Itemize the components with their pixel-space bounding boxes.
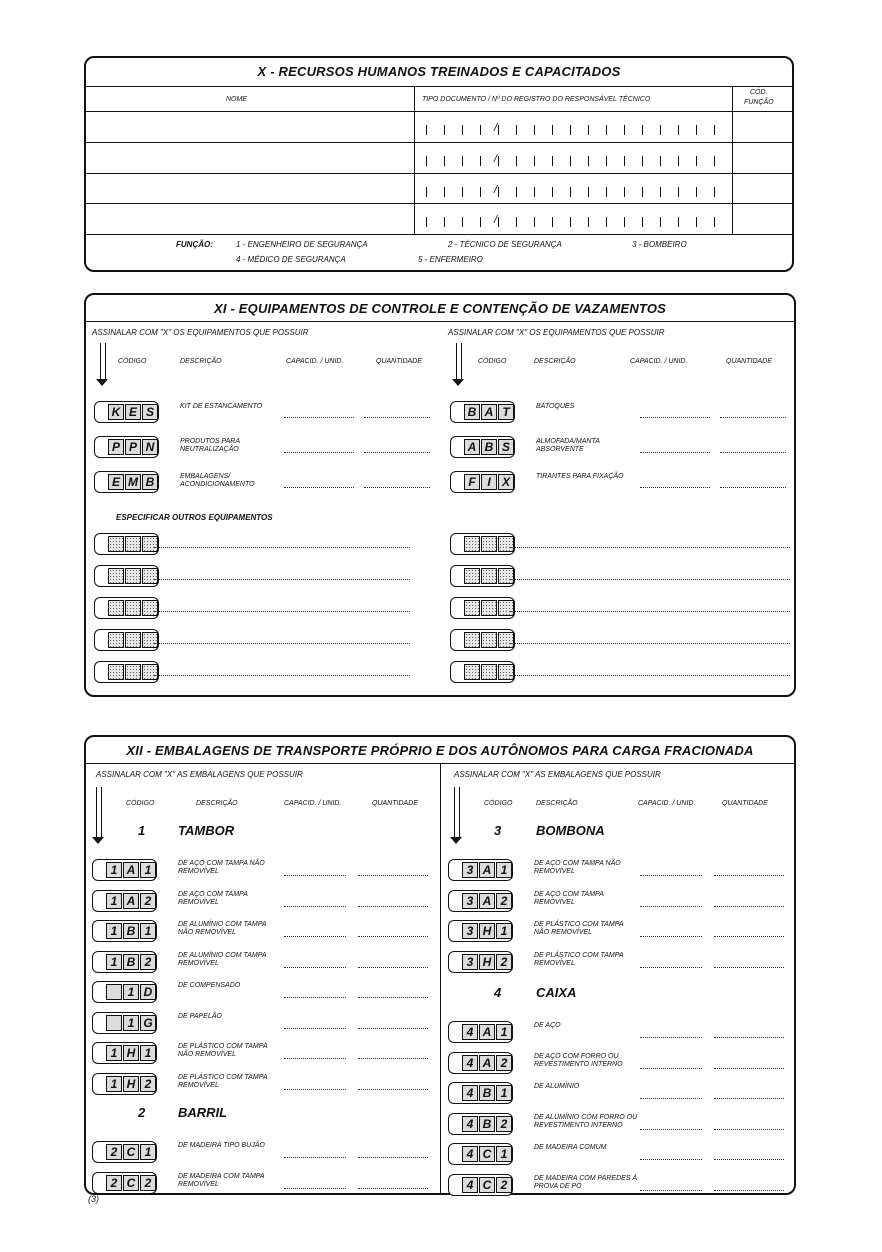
capacidade-field[interactable] [640,1068,702,1069]
code-cell: B [479,1116,495,1132]
code-cell [142,600,158,616]
code-checkbox[interactable] [450,629,515,651]
code-checkbox[interactable] [450,661,515,683]
code-cell: 1 [496,862,512,878]
code-checkbox[interactable] [92,951,157,973]
code-cell: 3 [462,893,478,909]
code-cell: 2 [140,954,156,970]
xii-instr-right: ASSINALAR COM "X" AS EMBALAGENS QUE POSSUIR [454,770,661,779]
code-cell: 1 [123,984,139,1000]
funcao-1: 1 - ENGENHEIRO DE SEGURANÇA [236,240,368,249]
code-cell: A [479,862,495,878]
capacidade-field[interactable] [640,487,710,488]
code-cell [464,536,480,552]
code-cell [498,632,514,648]
capacidade-field[interactable] [284,487,354,488]
code-cell: 2 [106,1144,122,1160]
code-cell: 2 [140,1076,156,1092]
code-cell [464,632,480,648]
xii-h-qtd-right: QUANTIDADE [722,800,768,807]
quantidade-field[interactable] [358,1028,428,1029]
documento-field[interactable]: / [422,185,727,199]
quantidade-field[interactable] [714,1098,784,1099]
capacidade-field[interactable] [284,997,346,998]
code-cell: P [108,439,124,455]
embalagem-desc: DE AÇO COM FORRO OU REVESTIMENTO INTERNO [534,1052,623,1068]
section-embalagens [84,735,796,1195]
documento-field[interactable]: / [422,215,727,229]
code-cell: D [140,984,156,1000]
code-cell [464,664,480,680]
code-checkbox[interactable] [94,565,159,587]
nome-field[interactable] [90,176,410,201]
xii-h-codigo-right: CÓDIGO [484,800,513,807]
code-cell: 4 [462,1146,478,1162]
code-cell [464,600,480,616]
code-cell [125,632,141,648]
xi-h-capac-left: CAPACID. / UNID. [286,358,344,365]
outro-equip-field[interactable] [154,611,410,612]
code-cell: B [142,474,158,490]
code-cell: A [479,893,495,909]
capacidade-field[interactable] [284,906,346,907]
code-cell: P [125,439,141,455]
code-cell: 1 [496,1085,512,1101]
documento-field[interactable]: / [422,154,727,168]
code-checkbox[interactable] [450,401,515,423]
code-cell [498,536,514,552]
xi-instr-right: ASSINALAR COM "X" OS EQUIPAMENTOS QUE POSSUIR [448,328,665,337]
col-nome-header: NOME [226,96,247,103]
code-cell [464,568,480,584]
capacidade-field[interactable] [640,967,702,968]
capacidade-field[interactable] [640,1037,702,1038]
group-name: BARRIL [178,1105,228,1120]
code-cell: B [481,439,497,455]
code-checkbox[interactable] [92,859,157,881]
capacidade-field[interactable] [284,1157,346,1158]
code-cell [125,536,141,552]
xi-h-qtd-left: QUANTIDADE [376,358,422,365]
code-cell: 1 [496,1024,512,1040]
code-cell [498,600,514,616]
code-cell: 2 [106,1175,122,1191]
code-cell: 1 [140,862,156,878]
code-cell [481,632,497,648]
group-number: 1 [138,823,146,838]
section-x-title: X - RECURSOS HUMANOS TREINADOS E CAPACITADOS [257,64,621,79]
code-cell: 1 [140,1144,156,1160]
code-cell: I [481,474,497,490]
code-cell: 1 [106,893,122,909]
code-cell [481,568,497,584]
embalagem-desc: DE ALUMÍNIO COM TAMPA NÃO REMOVÍVEL [178,921,267,936]
quantidade-field[interactable] [714,936,784,937]
code-checkbox[interactable] [448,890,513,912]
cod-funcao-field[interactable] [736,176,786,201]
xi-h-descricao-left: DESCRIÇÃO [180,358,222,365]
col-doc-header: TIPO DOCUMENTO / Nº DO REGISTRO DO RESPONSÁVEL TÉCNICO [422,96,651,103]
code-cell [108,600,124,616]
quantidade-field[interactable] [714,906,784,907]
code-cell: 4 [462,1116,478,1132]
capacidade-field[interactable] [284,1188,346,1189]
code-cell [498,568,514,584]
code-cell [498,664,514,680]
embalagem-desc: DE ALUMÍNIO COM FORRO OU REVESTIMENTO INTERNO [534,1113,638,1129]
code-checkbox[interactable] [450,597,515,619]
code-cell [142,664,158,680]
group-number: 2 [138,1105,146,1120]
code-cell: 1 [106,1045,122,1061]
code-cell: H [123,1076,139,1092]
quantidade-field[interactable] [714,967,784,968]
embalagem-desc: DE MADEIRA COM PAREDES À PROVA DE PÓ [534,1174,638,1190]
code-checkbox[interactable] [450,565,515,587]
outro-equip-field[interactable] [510,579,790,580]
nome-field[interactable] [90,145,410,170]
quantidade-field[interactable] [358,1157,428,1158]
code-cell: 3 [462,862,478,878]
quantidade-field[interactable] [358,1058,428,1059]
capacidade-field[interactable] [640,1190,702,1191]
funcao-3: 3 - BOMBEIRO [632,240,687,249]
code-checkbox[interactable] [448,859,513,881]
xii-h-qtd-left: QUANTIDADE [372,800,418,807]
code-cell [125,568,141,584]
code-cell [142,536,158,552]
code-cell: 1 [140,1045,156,1061]
outro-equip-field[interactable] [154,579,410,580]
code-checkbox[interactable] [92,981,157,1003]
code-checkbox[interactable] [448,920,513,942]
capacidade-field[interactable] [640,936,702,937]
xii-h-descricao-right: DESCRIÇÃO [536,800,578,807]
quantidade-field[interactable] [714,1037,784,1038]
code-cell: A [464,439,480,455]
equip-desc: KIT DE ESTANCAMENTO [180,403,263,410]
outro-equip-field[interactable] [510,611,790,612]
quantidade-field[interactable] [358,875,428,876]
code-cell [481,600,497,616]
code-checkbox[interactable] [94,629,159,651]
capacidade-field[interactable] [640,1098,702,1099]
group-name: BOMBONA [536,823,605,838]
code-cell [108,536,124,552]
code-checkbox[interactable] [94,436,159,458]
embalagem-desc: DE AÇO [534,1022,561,1029]
funcao-2: 2 - TÉCNICO DE SEGURANÇA [448,240,562,249]
capacidade-field[interactable] [284,1058,346,1059]
capacidade-field[interactable] [284,967,346,968]
code-cell [481,536,497,552]
equip-desc: PRODUTOS PARA NEUTRALIZAÇÃO [180,438,240,453]
code-cell: 1 [106,1076,122,1092]
code-cell: C [479,1177,495,1193]
down-arrow-icon [454,787,460,837]
code-cell: E [125,404,141,420]
capacidade-field[interactable] [284,1089,346,1090]
down-arrow-icon [96,787,102,837]
code-checkbox[interactable] [94,471,159,493]
code-checkbox[interactable] [92,1141,157,1163]
code-cell: 2 [496,1116,512,1132]
capacidade-field[interactable] [640,906,702,907]
group-number: 3 [494,823,502,838]
xi-h-codigo-left: CÓDIGO [118,358,147,365]
code-cell: 2 [140,893,156,909]
cod-funcao-field[interactable] [736,114,786,139]
section-xii-title: XII - EMBALAGENS DE TRANSPORTE PRÓPRIO E DOS AUTÔNOMOS PARA CARGA FRACIONADA [126,743,754,758]
embalagem-desc: DE AÇO COM TAMPA NÃO REMOVÍVEL [534,860,621,875]
code-checkbox[interactable] [94,401,159,423]
quantidade-field[interactable] [714,1129,784,1130]
capacidade-field[interactable] [284,452,354,453]
code-cell: G [140,1015,156,1031]
code-cell [142,568,158,584]
capacidade-field[interactable] [284,1028,346,1029]
code-cell: H [479,923,495,939]
xi-h-codigo-right: CÓDIGO [478,358,507,365]
code-checkbox[interactable] [94,597,159,619]
code-checkbox[interactable] [448,951,513,973]
code-cell: 1 [106,923,122,939]
capacidade-field[interactable] [640,452,710,453]
code-cell: 4 [462,1177,478,1193]
code-cell: K [108,404,124,420]
nome-field[interactable] [90,114,410,139]
code-cell: T [498,404,514,420]
code-cell: C [479,1146,495,1162]
capacidade-field[interactable] [640,1159,702,1160]
embalagem-desc: DE PLÁSTICO COM TAMPA REMOVÍVEL [178,1073,268,1089]
xi-h-capac-right: CAPACID. / UNID. [630,358,688,365]
code-cell: 3 [462,954,478,970]
capacidade-field[interactable] [284,417,354,418]
code-cell: B [464,404,480,420]
quantidade-field[interactable] [358,997,428,998]
equip-desc: EMBALAGENS/ ACONDICIONAMENTO [180,473,255,488]
code-cell: C [123,1175,139,1191]
code-checkbox[interactable] [448,1082,513,1104]
down-arrow-icon [456,343,462,379]
quantidade-field[interactable] [364,487,430,488]
quantidade-field[interactable] [358,1089,428,1090]
xii-h-capac-left: CAPACID. / UNID. [284,800,342,807]
code-checkbox[interactable] [94,533,159,555]
code-cell: B [123,954,139,970]
code-cell [108,632,124,648]
embalagem-desc: DE MADEIRA TIPO BUJÃO [178,1142,265,1149]
section-recursos-humanos [84,56,794,272]
col-cod-header-1: CÓD. [750,89,768,96]
capacidade-field[interactable] [284,936,346,937]
quantidade-field[interactable] [358,936,428,937]
code-checkbox[interactable] [450,436,515,458]
group-number: 4 [494,985,502,1000]
code-cell: H [479,954,495,970]
code-cell: A [123,862,139,878]
code-checkbox[interactable] [448,1021,513,1043]
quantidade-field[interactable] [358,906,428,907]
embalagem-desc: DE AÇO COM TAMPA REMOVÍVEL [178,890,248,906]
footer-mark: (3) [88,1194,99,1204]
code-checkbox[interactable] [450,471,515,493]
code-checkbox[interactable] [450,533,515,555]
embalagem-desc: DE AÇO COM TAMPA REMOVÍVEL [534,890,604,906]
code-cell: 1 [140,923,156,939]
xii-instr-left: ASSINALAR COM "X" AS EMBALAGENS QUE POSSUIR [96,770,303,779]
code-cell: B [479,1085,495,1101]
code-checkbox[interactable] [448,1052,513,1074]
code-checkbox[interactable] [448,1143,513,1165]
funcao-label: FUNÇÃO: [176,240,213,249]
quantidade-field[interactable] [714,1068,784,1069]
code-checkbox[interactable] [92,1042,157,1064]
code-cell: 2 [496,954,512,970]
group-name: CAIXA [536,985,577,1000]
equip-desc: TIRANTES PARA FIXAÇÃO [536,473,624,480]
embalagem-desc: DE PLÁSTICO COM TAMPA NÃO REMOVÍVEL [178,1043,268,1058]
code-cell: E [108,474,124,490]
quantidade-field[interactable] [720,452,786,453]
code-cell: A [123,893,139,909]
xi-h-qtd-right: QUANTIDADE [726,358,772,365]
code-cell: B [123,923,139,939]
code-checkbox[interactable] [92,920,157,942]
quantidade-field[interactable] [714,1190,784,1191]
code-cell: X [498,474,514,490]
outro-equip-field[interactable] [154,643,410,644]
nome-field[interactable] [90,206,410,231]
funcao-5: 5 - ENFERMEIRO [418,255,483,264]
embalagem-desc: DE ALUMÍNIO COM TAMPA REMOVÍVEL [178,951,267,967]
capacidade-field[interactable] [640,875,702,876]
quantidade-field[interactable] [720,417,786,418]
group-name: TAMBOR [178,823,235,838]
code-cell: H [123,1045,139,1061]
section-equipamentos [84,293,796,697]
code-cell [108,664,124,680]
funcao-4: 4 - MÉDICO DE SEGURANÇA [236,255,346,264]
xi-outros-label: ESPECIFICAR OUTROS EQUIPAMENTOS [116,513,273,522]
code-cell: 2 [496,893,512,909]
embalagem-desc: DE AÇO COM TAMPA NÃO REMOVÍVEL [178,860,265,875]
xii-h-descricao-left: DESCRIÇÃO [196,800,238,807]
col-cod-header-2: FUNÇÃO [744,99,774,106]
code-checkbox[interactable] [92,1172,157,1194]
quantidade-field[interactable] [720,487,786,488]
code-cell: C [123,1144,139,1160]
code-cell: A [479,1055,495,1071]
code-cell [108,568,124,584]
section-xi-title: XI - EQUIPAMENTOS DE CONTROLE E CONTENÇÃO DE VAZAMENTOS [213,301,667,316]
code-cell: 2 [140,1175,156,1191]
code-cell: 2 [496,1177,512,1193]
code-cell [142,632,158,648]
code-cell [106,1015,122,1031]
embalagem-desc: DE PLÁSTICO COM TAMPA NÃO REMOVÍVEL [534,921,624,936]
code-checkbox[interactable] [448,1174,513,1196]
code-cell: F [464,474,480,490]
code-checkbox[interactable] [448,1113,513,1135]
embalagem-desc: DE ALUMÍNIO [534,1083,580,1090]
quantidade-field[interactable] [358,1188,428,1189]
quantidade-field[interactable] [364,417,430,418]
code-cell: 1 [106,862,122,878]
cod-funcao-field[interactable] [736,145,786,170]
quantidade-field[interactable] [714,875,784,876]
code-cell: 4 [462,1024,478,1040]
code-cell: N [142,439,158,455]
code-cell [125,664,141,680]
capacidade-field[interactable] [640,1129,702,1130]
code-cell [481,664,497,680]
code-cell: 3 [462,923,478,939]
xii-h-codigo-left: CÓDIGO [126,800,155,807]
embalagem-desc: DE PLÁSTICO COM TAMPA REMOVÍVEL [534,951,624,967]
outro-equip-field[interactable] [510,547,790,548]
code-cell: 4 [462,1085,478,1101]
code-cell: S [142,404,158,420]
documento-field[interactable]: / [422,123,727,137]
embalagem-desc: DE PAPELÃO [178,1012,222,1020]
quantidade-field[interactable] [714,1159,784,1160]
outro-equip-field[interactable] [510,675,790,676]
xi-instr-left: ASSINALAR COM "X" OS EQUIPAMENTOS QUE POSSUIR [92,328,309,337]
cod-funcao-field[interactable] [736,206,786,231]
code-cell: A [479,1024,495,1040]
code-checkbox[interactable] [94,661,159,683]
code-cell: M [125,474,141,490]
outro-equip-field[interactable] [154,547,410,548]
outro-equip-field[interactable] [510,643,790,644]
embalagem-desc: DE COMPENSADO [178,982,241,989]
quantidade-field[interactable] [358,967,428,968]
down-arrow-icon [100,343,106,379]
xii-h-capac-right: CAPACID. / UNID. [638,800,696,807]
equip-desc: BATOQUES [536,403,575,410]
code-cell: 1 [123,1015,139,1031]
code-cell [125,600,141,616]
embalagem-desc: DE MADEIRA COMUM [534,1144,607,1151]
equip-desc: ALMOFADA/MANTA ABSORVENTE [536,438,600,453]
code-checkbox[interactable] [92,1073,157,1095]
code-cell: A [481,404,497,420]
code-cell: 4 [462,1055,478,1071]
capacidade-field[interactable] [284,875,346,876]
capacidade-field[interactable] [640,417,710,418]
code-cell: 1 [496,923,512,939]
code-cell: 1 [106,954,122,970]
code-cell: 2 [496,1055,512,1071]
xi-h-descricao-right: DESCRIÇÃO [534,358,576,365]
code-checkbox[interactable] [92,890,157,912]
quantidade-field[interactable] [364,452,430,453]
code-cell: 1 [496,1146,512,1162]
code-cell: S [498,439,514,455]
code-checkbox[interactable] [92,1012,157,1034]
outro-equip-field[interactable] [154,675,410,676]
code-cell [106,984,122,1000]
embalagem-desc: DE MADEIRA COM TAMPA REMOVÍVEL [178,1172,265,1188]
